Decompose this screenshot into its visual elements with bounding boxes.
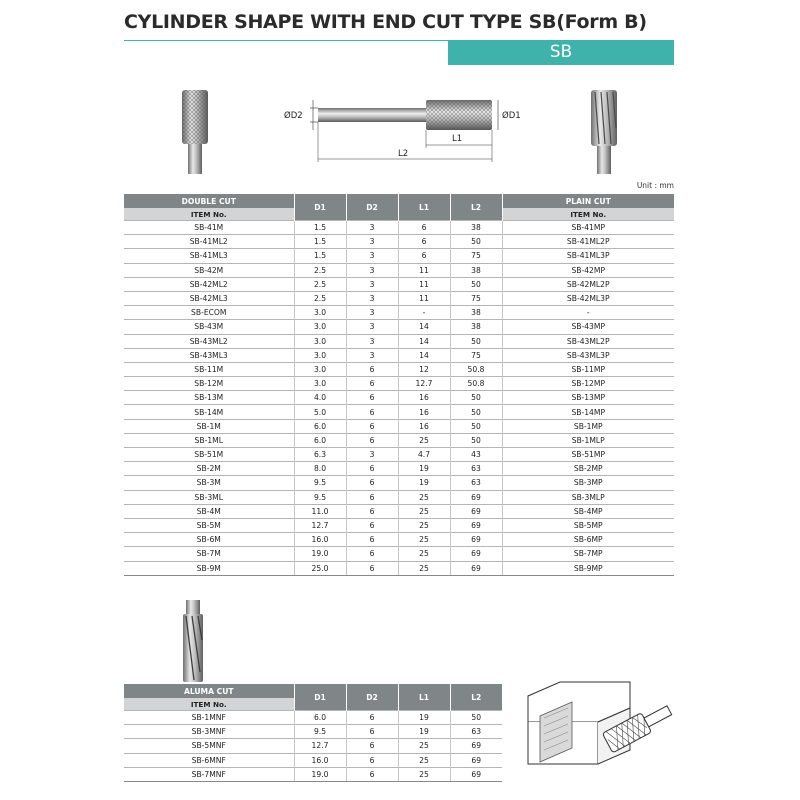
- d2-header: D2: [346, 684, 398, 711]
- item-number-cell: SB-7MP: [502, 547, 674, 561]
- table-row: [124, 725, 502, 739]
- table-row: [124, 547, 674, 561]
- dimension-cell: 69: [450, 767, 502, 781]
- dimension-drawing: [280, 90, 530, 170]
- item-number-cell: SB-5MNF: [124, 739, 294, 753]
- item-number-cell: SB-43ML3: [124, 348, 294, 362]
- table-row: [124, 405, 674, 419]
- dimension-cell: 16: [398, 405, 450, 419]
- item-number-cell: SB-1M: [124, 419, 294, 433]
- item-number-cell: SB-43ML2: [124, 334, 294, 348]
- dimension-cell: 50: [450, 405, 502, 419]
- item-number-cell: SB-12MP: [502, 377, 674, 391]
- dimension-cell: 6: [346, 462, 398, 476]
- aluma-cut-header: ALUMA CUT: [124, 684, 294, 698]
- dimension-cell: 69: [450, 518, 502, 532]
- dimension-cell: 25.0: [294, 561, 346, 575]
- dimension-cell: 69: [450, 490, 502, 504]
- item-no-header: ITEM No.: [502, 208, 674, 221]
- table-row: [124, 739, 502, 753]
- dimension-cell: 3: [346, 334, 398, 348]
- dimension-cell: 6: [398, 235, 450, 249]
- dimension-cell: 3.0: [294, 362, 346, 376]
- plain-cut-burr-image: [585, 88, 625, 176]
- dimension-cell: 6: [346, 419, 398, 433]
- dimension-cell: 11: [398, 291, 450, 305]
- dimension-cell: 6: [346, 561, 398, 575]
- dimension-cell: 69: [450, 753, 502, 767]
- table-row: [124, 249, 674, 263]
- dimension-cell: 25: [398, 504, 450, 518]
- dimension-cell: 5.0: [294, 405, 346, 419]
- table-row: [124, 377, 674, 391]
- table-row: [124, 767, 502, 781]
- item-number-cell: SB-6MP: [502, 533, 674, 547]
- dimension-cell: 14: [398, 320, 450, 334]
- item-number-cell: SB-6M: [124, 533, 294, 547]
- dimension-cell: 16.0: [294, 533, 346, 547]
- application-illustration: [520, 668, 680, 778]
- table-row: [124, 263, 674, 277]
- table-row: [124, 561, 674, 575]
- item-number-cell: SB-3MNF: [124, 725, 294, 739]
- dimension-cell: 50: [450, 277, 502, 291]
- dimension-cell: 1.5: [294, 221, 346, 235]
- dimension-cell: 6: [346, 391, 398, 405]
- item-number-cell: SB-2M: [124, 462, 294, 476]
- table-row: [124, 362, 674, 376]
- double-cut-burr-image: [176, 88, 216, 176]
- dimension-cell: 6: [346, 547, 398, 561]
- dimension-cell: 12.7: [398, 377, 450, 391]
- type-badge: SB: [448, 40, 674, 65]
- item-number-cell: SB-41ML2P: [502, 235, 674, 249]
- table-row: [124, 476, 674, 490]
- dimension-cell: 6: [346, 753, 398, 767]
- item-number-cell: SB-43MP: [502, 320, 674, 334]
- dimension-cell: 19.0: [294, 547, 346, 561]
- item-number-cell: SB-13MP: [502, 391, 674, 405]
- item-no-header: ITEM No.: [124, 208, 294, 221]
- dimension-cell: 69: [450, 504, 502, 518]
- dimension-cell: 38: [450, 221, 502, 235]
- dimension-cell: 25: [398, 533, 450, 547]
- table-row: [124, 448, 674, 462]
- dimension-cell: 50: [450, 433, 502, 447]
- l2-header: L2: [450, 684, 502, 711]
- dimension-cell: 63: [450, 725, 502, 739]
- item-number-cell: SB-43ML2P: [502, 334, 674, 348]
- dimension-cell: 6: [346, 767, 398, 781]
- table-row: [124, 306, 674, 320]
- item-number-cell: SB-14M: [124, 405, 294, 419]
- item-number-cell: SB-41ML3P: [502, 249, 674, 263]
- dimension-cell: 6: [398, 249, 450, 263]
- dimension-cell: 1.5: [294, 249, 346, 263]
- dimension-cell: 63: [450, 462, 502, 476]
- dimension-cell: 9.5: [294, 490, 346, 504]
- d2-label: ØD2: [284, 111, 303, 121]
- dimension-cell: 25: [398, 739, 450, 753]
- dimension-cell: 6: [346, 518, 398, 532]
- dimension-cell: 9.5: [294, 476, 346, 490]
- dimension-cell: 6: [346, 377, 398, 391]
- item-number-cell: SB-14MP: [502, 405, 674, 419]
- dimension-cell: 6.3: [294, 448, 346, 462]
- item-number-cell: SB-43M: [124, 320, 294, 334]
- item-number-cell: SB-1MNF: [124, 711, 294, 725]
- dimension-cell: 9.5: [294, 725, 346, 739]
- dimension-cell: 16: [398, 419, 450, 433]
- table-row: [124, 348, 674, 362]
- table-row: [124, 753, 502, 767]
- dimension-cell: 25: [398, 561, 450, 575]
- table-row: [124, 504, 674, 518]
- table-row: [124, 433, 674, 447]
- dimension-cell: 3: [346, 249, 398, 263]
- dimension-cell: 75: [450, 249, 502, 263]
- dimension-cell: 38: [450, 263, 502, 277]
- dimension-cell: 3.0: [294, 377, 346, 391]
- item-number-cell: SB-42ML3: [124, 291, 294, 305]
- dimension-cell: 25: [398, 518, 450, 532]
- page-title: CYLINDER SHAPE WITH END CUT TYPE SB(Form B): [124, 11, 647, 33]
- dimension-cell: 19: [398, 462, 450, 476]
- dimension-cell: 2.5: [294, 263, 346, 277]
- dimension-cell: 6: [346, 433, 398, 447]
- dimension-cell: 6: [346, 504, 398, 518]
- table-row: [124, 419, 674, 433]
- item-number-cell: SB-3M: [124, 476, 294, 490]
- dimension-cell: 3: [346, 263, 398, 277]
- dimension-cell: 75: [450, 348, 502, 362]
- item-number-cell: SB-11MP: [502, 362, 674, 376]
- dimension-cell: 69: [450, 739, 502, 753]
- dimension-cell: 11: [398, 263, 450, 277]
- item-number-cell: SB-7M: [124, 547, 294, 561]
- dimension-cell: 3.0: [294, 306, 346, 320]
- item-number-cell: SB-11M: [124, 362, 294, 376]
- dimension-cell: 3: [346, 277, 398, 291]
- item-number-cell: SB-9MP: [502, 561, 674, 575]
- item-number-cell: SB-51MP: [502, 448, 674, 462]
- table-row: [124, 462, 674, 476]
- dimension-cell: 2.5: [294, 291, 346, 305]
- l2-label: L2: [398, 149, 409, 159]
- dimension-cell: 11: [398, 277, 450, 291]
- item-number-cell: SB-12M: [124, 377, 294, 391]
- dimension-cell: 50: [450, 235, 502, 249]
- table-row: [124, 235, 674, 249]
- item-number-cell: SB-41MP: [502, 221, 674, 235]
- double-cut-header: DOUBLE CUT: [124, 194, 294, 208]
- item-number-cell: SB-42ML2: [124, 277, 294, 291]
- dimension-cell: 50: [450, 711, 502, 725]
- table-row: [124, 711, 502, 725]
- dimension-cell: 50: [450, 334, 502, 348]
- item-number-cell: -: [502, 306, 674, 320]
- item-number-cell: SB-5M: [124, 518, 294, 532]
- dimension-cell: 3: [346, 221, 398, 235]
- table-row: [124, 518, 674, 532]
- dimension-cell: 75: [450, 291, 502, 305]
- item-number-cell: SB-9M: [124, 561, 294, 575]
- table-row: [124, 221, 674, 235]
- item-number-cell: SB-41M: [124, 221, 294, 235]
- dimension-cell: 19: [398, 476, 450, 490]
- l1-header: L1: [398, 684, 450, 711]
- item-number-cell: SB-ECOM: [124, 306, 294, 320]
- dimension-cell: 50.8: [450, 377, 502, 391]
- dimension-cell: 50: [450, 419, 502, 433]
- dimension-cell: 69: [450, 547, 502, 561]
- dimension-cell: 3: [346, 291, 398, 305]
- d1-header: D1: [294, 194, 346, 221]
- item-number-cell: SB-13M: [124, 391, 294, 405]
- dimension-cell: 6: [398, 221, 450, 235]
- dimension-cell: -: [398, 306, 450, 320]
- dimension-cell: 6.0: [294, 419, 346, 433]
- dimension-cell: 6: [346, 739, 398, 753]
- dimension-cell: 6.0: [294, 433, 346, 447]
- dimension-cell: 11.0: [294, 504, 346, 518]
- item-number-cell: SB-1MLP: [502, 433, 674, 447]
- item-number-cell: SB-1MP: [502, 419, 674, 433]
- table-row: [124, 291, 674, 305]
- dimension-cell: 50.8: [450, 362, 502, 376]
- dimension-cell: 8.0: [294, 462, 346, 476]
- item-number-cell: SB-41ML2: [124, 235, 294, 249]
- dimension-cell: 6: [346, 725, 398, 739]
- dimension-cell: 25: [398, 490, 450, 504]
- dimension-cell: 6: [346, 533, 398, 547]
- d1-header: D1: [294, 684, 346, 711]
- d1-label: ØD1: [502, 111, 521, 121]
- item-number-cell: SB-3ML: [124, 490, 294, 504]
- dimension-cell: 2.5: [294, 277, 346, 291]
- plain-cut-header: PLAIN CUT: [502, 194, 674, 208]
- dimension-cell: 3: [346, 235, 398, 249]
- item-no-header: ITEM No.: [124, 698, 294, 711]
- item-number-cell: SB-5MP: [502, 518, 674, 532]
- dimension-cell: 38: [450, 306, 502, 320]
- dimension-cell: 19: [398, 725, 450, 739]
- dimension-cell: 25: [398, 753, 450, 767]
- dimension-cell: 63: [450, 476, 502, 490]
- item-number-cell: SB-6MNF: [124, 753, 294, 767]
- dimension-cell: 14: [398, 334, 450, 348]
- item-number-cell: SB-42ML2P: [502, 277, 674, 291]
- item-number-cell: SB-41ML3: [124, 249, 294, 263]
- table-row: [124, 320, 674, 334]
- dimension-cell: 16.0: [294, 753, 346, 767]
- item-number-cell: SB-3MP: [502, 476, 674, 490]
- l1-header: L1: [398, 194, 450, 221]
- dimension-cell: 3: [346, 306, 398, 320]
- item-number-cell: SB-42M: [124, 263, 294, 277]
- dimension-cell: 6: [346, 476, 398, 490]
- dimension-cell: 43: [450, 448, 502, 462]
- aluma-cut-burr-image: [180, 600, 208, 684]
- dimension-cell: 3.0: [294, 348, 346, 362]
- table-row: [124, 533, 674, 547]
- table-row: [124, 490, 674, 504]
- dimension-cell: 25: [398, 433, 450, 447]
- dimension-cell: 12.7: [294, 739, 346, 753]
- dimension-cell: 69: [450, 561, 502, 575]
- aluma-cut-table: [124, 684, 502, 782]
- dimension-cell: 50: [450, 391, 502, 405]
- dimension-cell: 3.0: [294, 334, 346, 348]
- l2-header: L2: [450, 194, 502, 221]
- item-number-cell: SB-2MP: [502, 462, 674, 476]
- dimension-cell: 6: [346, 711, 398, 725]
- dimension-cell: 25: [398, 767, 450, 781]
- dimension-cell: 69: [450, 533, 502, 547]
- table-row: [124, 334, 674, 348]
- dimension-cell: 3: [346, 348, 398, 362]
- dimension-cell: 19: [398, 711, 450, 725]
- dimension-cell: 6: [346, 405, 398, 419]
- l1-label: L1: [452, 134, 463, 144]
- item-number-cell: SB-7MNF: [124, 767, 294, 781]
- unit-label: Unit : mm: [636, 181, 674, 190]
- double-plain-cut-table: [124, 194, 674, 576]
- dimension-cell: 4.7: [398, 448, 450, 462]
- dimension-cell: 4.0: [294, 391, 346, 405]
- dimension-cell: 12: [398, 362, 450, 376]
- item-number-cell: SB-42ML3P: [502, 291, 674, 305]
- dimension-cell: 3.0: [294, 320, 346, 334]
- dimension-cell: 1.5: [294, 235, 346, 249]
- item-number-cell: SB-4MP: [502, 504, 674, 518]
- dimension-cell: 19.0: [294, 767, 346, 781]
- dimension-cell: 14: [398, 348, 450, 362]
- item-number-cell: SB-43ML3P: [502, 348, 674, 362]
- dimension-cell: 38: [450, 320, 502, 334]
- item-number-cell: SB-42MP: [502, 263, 674, 277]
- table-row: [124, 277, 674, 291]
- dimension-cell: 16: [398, 391, 450, 405]
- dimension-cell: 3: [346, 448, 398, 462]
- dimension-cell: 6: [346, 362, 398, 376]
- d2-header: D2: [346, 194, 398, 221]
- item-number-cell: SB-3MLP: [502, 490, 674, 504]
- item-number-cell: SB-4M: [124, 504, 294, 518]
- dimension-cell: 6.0: [294, 711, 346, 725]
- table-row: [124, 391, 674, 405]
- dimension-cell: 25: [398, 547, 450, 561]
- dimension-cell: 12.7: [294, 518, 346, 532]
- item-number-cell: SB-51M: [124, 448, 294, 462]
- dimension-cell: 3: [346, 320, 398, 334]
- item-number-cell: SB-1ML: [124, 433, 294, 447]
- dimension-cell: 6: [346, 490, 398, 504]
